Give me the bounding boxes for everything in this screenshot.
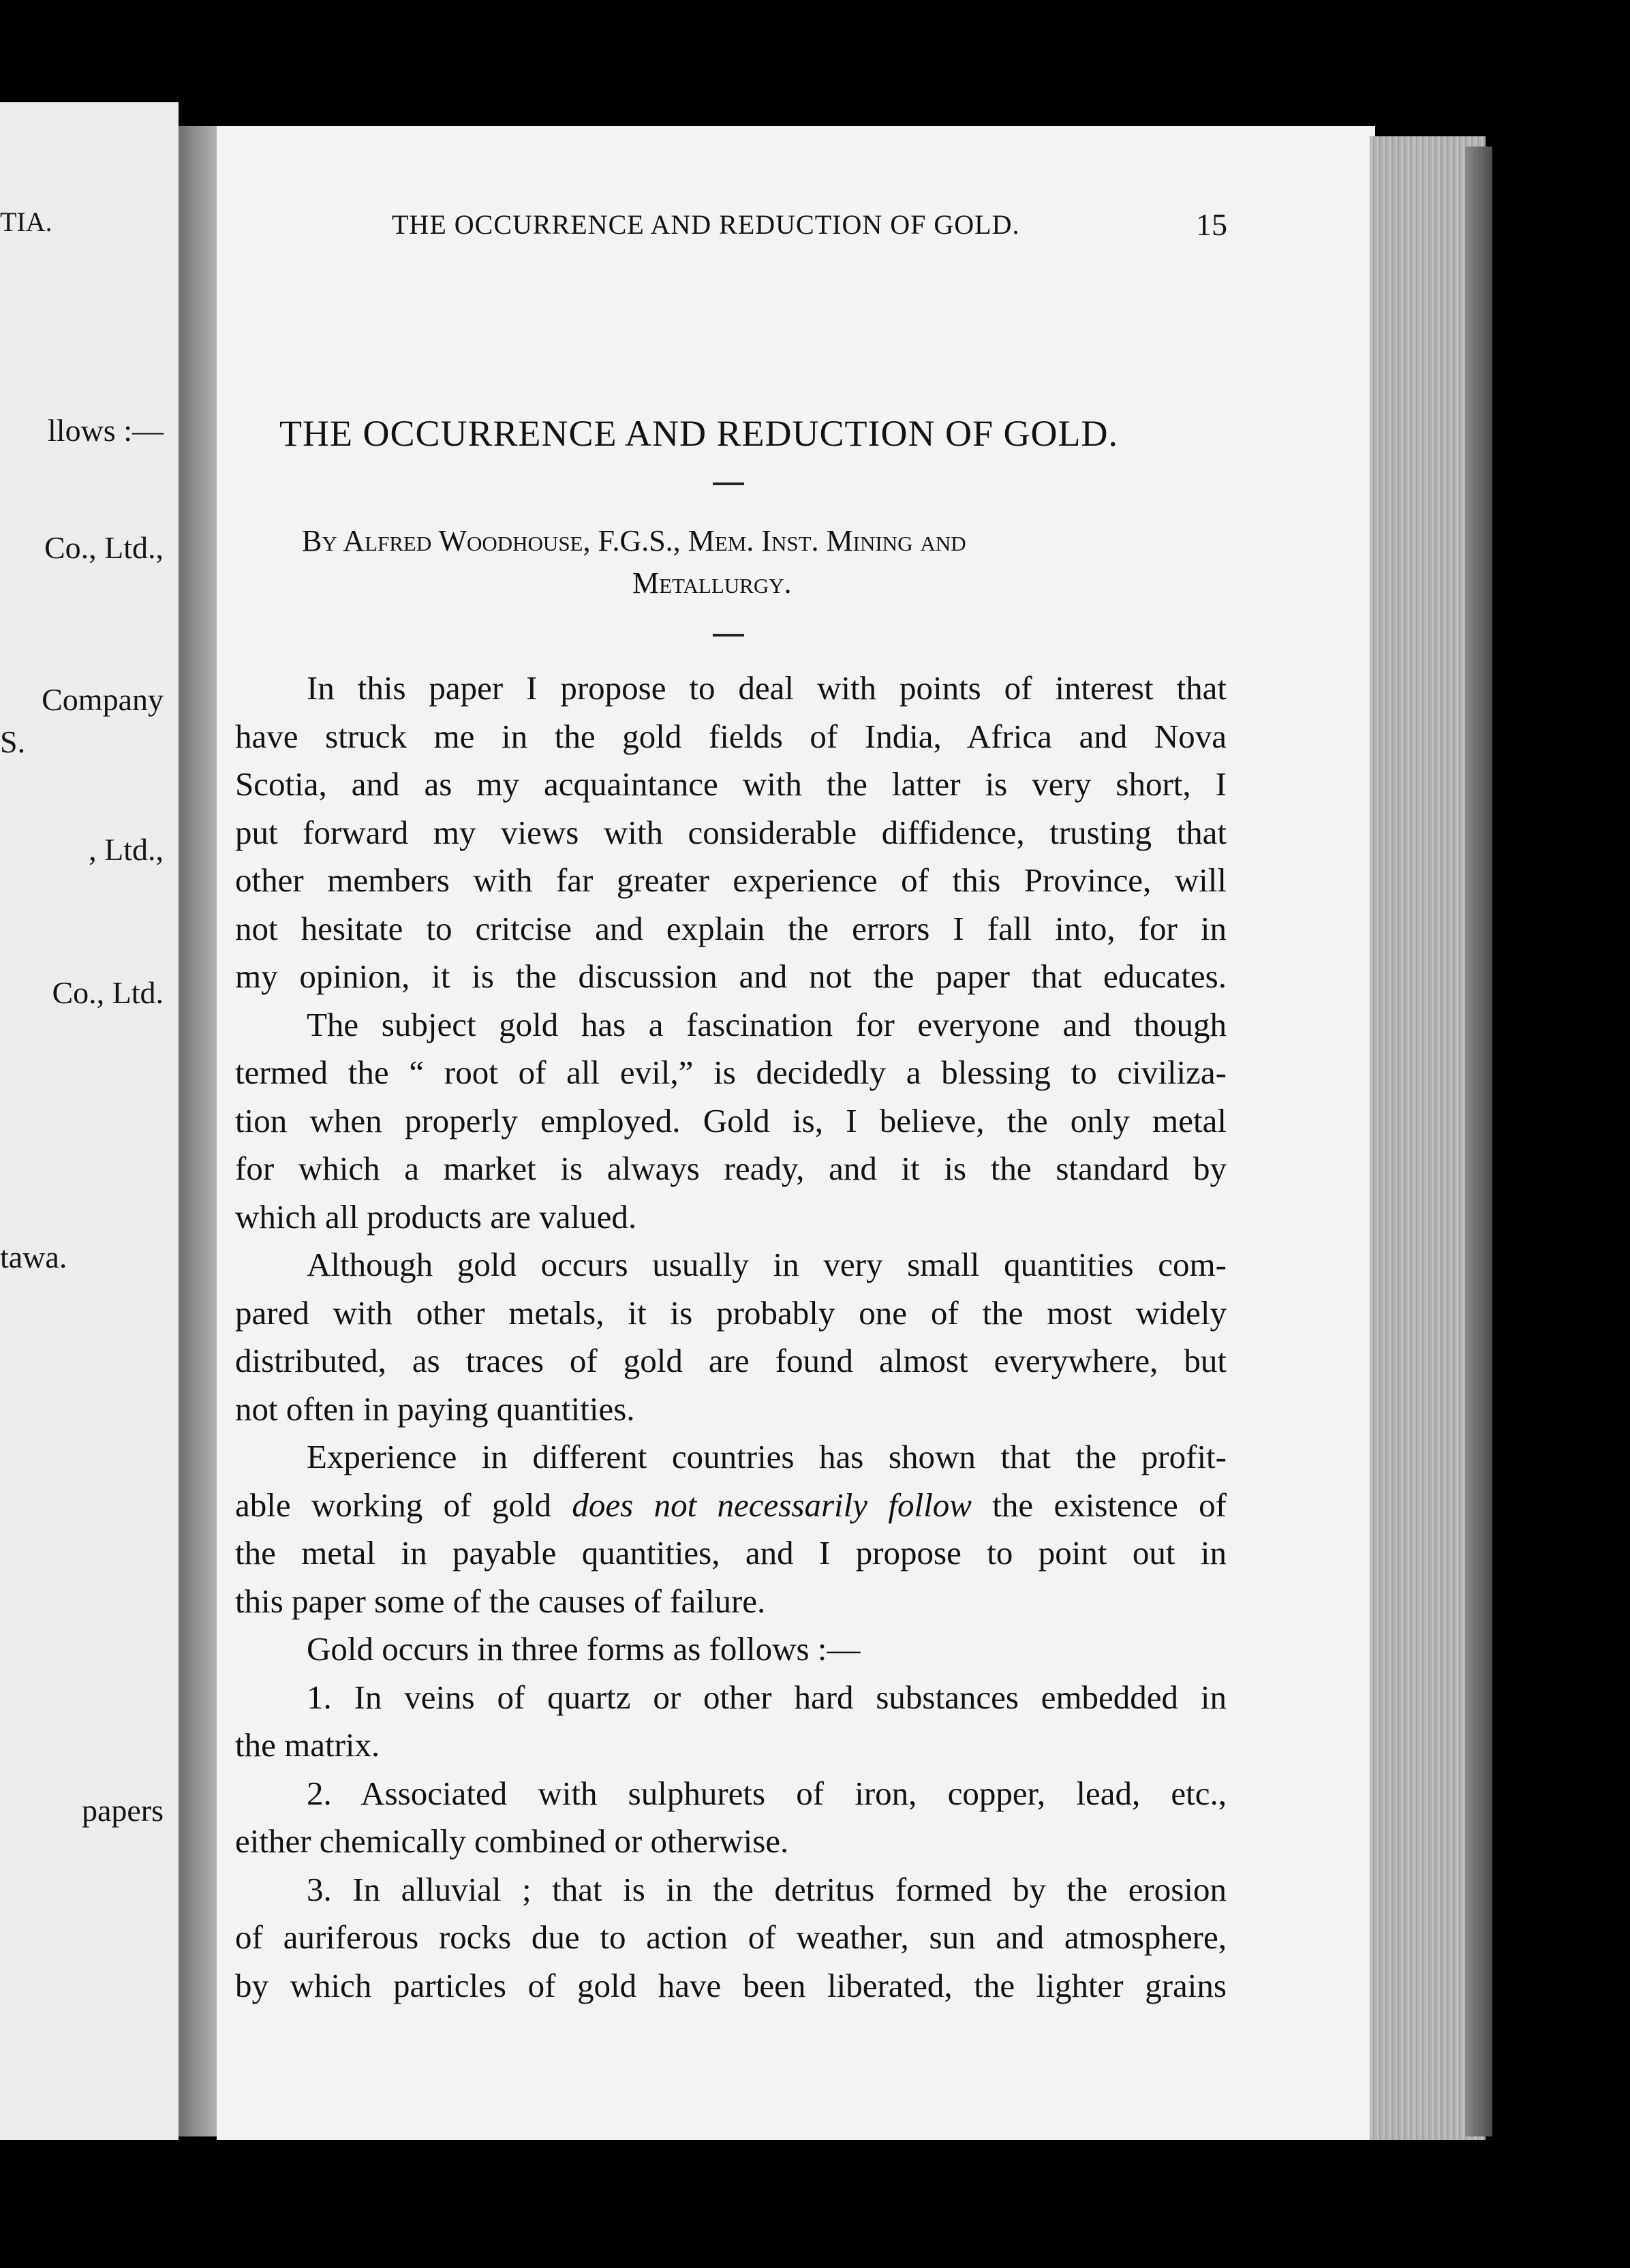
byline-rule	[713, 634, 744, 637]
left-page-fragment: Company	[42, 682, 164, 717]
text-line: this paper some of the causes of failure.	[235, 1582, 766, 1620]
text-line: Although gold occurs usually in very small quantities com-	[307, 1246, 1227, 1283]
list-item-2: 2. Associated with sulphurets of iron, copper, lead, etc.,	[307, 1774, 1227, 1812]
text-line: The subject gold has a fascination for everyone and though	[307, 1005, 1227, 1043]
page-edge-shadow	[1465, 147, 1492, 2136]
text-line: my opinion, it is the discussion and not the paper that educates.	[235, 957, 1227, 995]
left-page-fragment: S.	[0, 724, 26, 759]
text-line: not hesitate to critcise and explain the errors I fall into, for in	[235, 909, 1227, 947]
text-line: of auriferous rocks due to action of weather, sun and atmosphere,	[235, 1918, 1227, 1956]
text-segment: able working of gold	[235, 1486, 572, 1524]
text-line: by which particles of gold have been liberated, the lighter grains	[235, 1966, 1227, 2004]
text-line: either chemically combined or otherwise.	[235, 1822, 789, 1860]
article-title: THE OCCURRENCE AND REDUCTION OF GOLD.	[279, 413, 1119, 454]
left-page	[0, 102, 179, 2140]
text-line: the matrix.	[235, 1726, 380, 1764]
left-page-fragment: , Ltd.,	[89, 832, 164, 867]
list-item-1: 1. In veins of quartz or other hard substances embedded in	[307, 1678, 1227, 1716]
left-page-fragment: Co., Ltd.	[52, 975, 164, 1010]
text-line: Experience in different countries has shown that the profit-	[307, 1438, 1227, 1475]
body-text	[235, 664, 1227, 2010]
text-line: pared with other metals, it is probably one of the most widely	[235, 1293, 1227, 1332]
left-page-fragment: tawa.	[0, 1240, 67, 1274]
text-line: termed the “ root of all evil,” is decidedly a blessing to civiliza-	[235, 1054, 1227, 1091]
text-segment: the existence of	[971, 1486, 1227, 1524]
text-line: the metal in payable quantities, and I propose to point out in	[235, 1534, 1227, 1572]
running-head: THE OCCURRENCE AND REDUCTION OF GOLD.	[392, 209, 1020, 240]
title-rule	[713, 482, 744, 485]
text-line: not often in paying quantities.	[235, 1390, 635, 1428]
text-line: Scotia, and as my acquaintance with the latter is very short, I	[235, 765, 1227, 803]
page-number: 15	[1196, 207, 1227, 242]
byline: By Alfred Woodhouse, F.G.S., Mem. Inst. Mining and	[302, 524, 966, 557]
list-item-3: 3. In alluvial ; that is in the detritus formed by the erosion	[307, 1870, 1227, 1908]
left-page-fragment: llows :—	[48, 413, 164, 448]
text-line	[235, 1482, 1227, 1530]
text-line: for which a market is always ready, and it is the standard by	[235, 1150, 1227, 1187]
text-line: which all products are valued.	[235, 1197, 637, 1236]
left-page-fragment: TIA.	[0, 206, 52, 237]
left-page-fragment: papers	[81, 1793, 164, 1828]
text-line: distributed, as traces of gold are found almost everywhere, but	[235, 1342, 1227, 1379]
book-gutter	[179, 126, 219, 2136]
text-line: Gold occurs in three forms as follows :—	[307, 1630, 861, 1668]
italic-phrase: does not necessarily follow	[572, 1486, 972, 1524]
text-line: tion when properly employed. Gold is, I believe, the only metal	[235, 1101, 1227, 1139]
text-line: put forward my views with considerable diffidence, trusting that	[235, 813, 1227, 851]
text-line: other members with far greater experience of this Province, will	[235, 861, 1227, 899]
text-line: In this paper I propose to deal with points of interest that	[307, 669, 1227, 707]
left-page-fragment: Co., Ltd.,	[44, 530, 164, 565]
text-line: have struck me in the gold fields of India, Africa and Nova	[235, 717, 1227, 755]
byline-continued: Metallurgy.	[632, 566, 792, 600]
